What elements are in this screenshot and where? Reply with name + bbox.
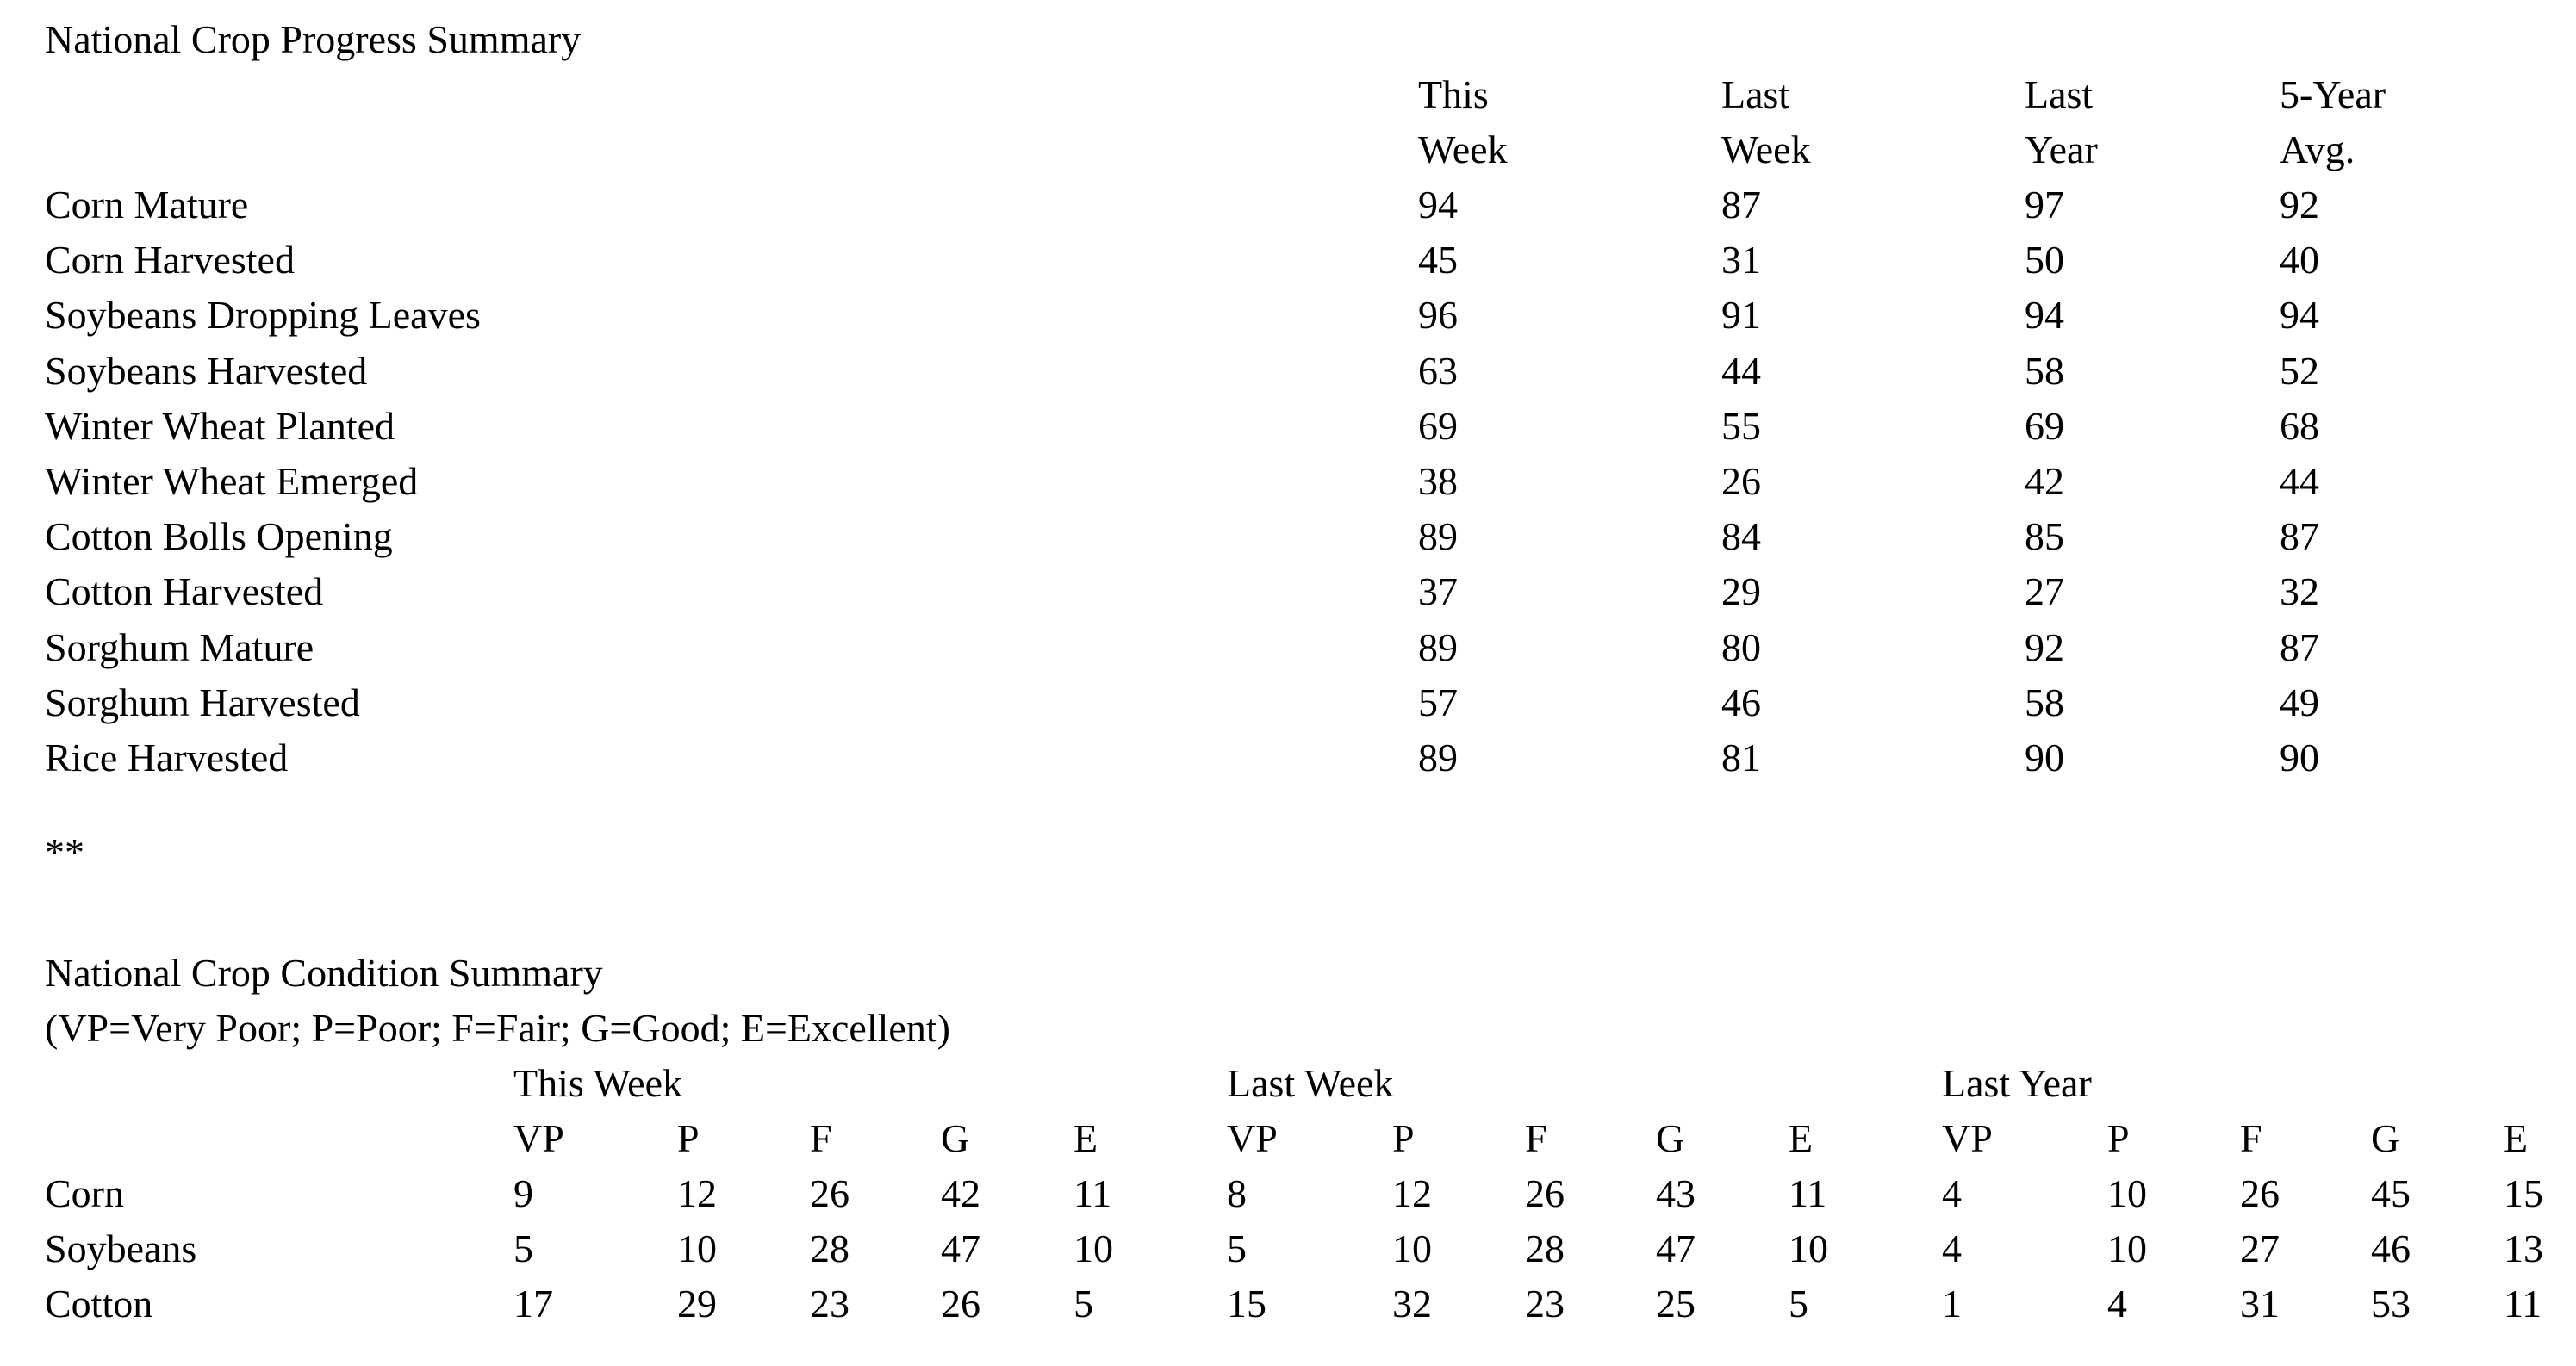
- condition-value-cell: 45: [2371, 1171, 2411, 1215]
- condition-subheader: G: [1656, 1116, 1685, 1160]
- progress-value-cell: 96: [1418, 293, 1458, 337]
- progress-value-cell: 89: [1418, 625, 1458, 669]
- progress-title: National Crop Progress Summary: [45, 17, 582, 61]
- condition-subheader: VP: [1942, 1116, 1993, 1160]
- progress-header-cell: Week: [1418, 127, 1508, 171]
- condition-value-cell: 31: [2240, 1282, 2280, 1326]
- condition-group-header: Last Week: [1227, 1061, 1394, 1105]
- condition-value-cell: 25: [1656, 1282, 1696, 1326]
- progress-value-cell: 92: [2280, 183, 2319, 227]
- progress-header-cell: Avg.: [2280, 127, 2355, 171]
- progress-value-cell: 55: [1721, 404, 1761, 448]
- condition-value-cell: 23: [810, 1282, 849, 1326]
- progress-value-cell: 90: [2025, 736, 2064, 779]
- condition-value-cell: 15: [1227, 1282, 1266, 1326]
- separator: **: [45, 830, 84, 874]
- progress-value-cell: 85: [2025, 514, 2064, 558]
- condition-subheader: E: [2504, 1116, 2529, 1160]
- condition-value-cell: 4: [1942, 1226, 1962, 1270]
- progress-value-cell: 45: [1418, 238, 1458, 282]
- progress-row-label: Cotton Bolls Opening: [45, 514, 393, 558]
- condition-subheader: VP: [1227, 1116, 1278, 1160]
- progress-value-cell: 90: [2280, 736, 2319, 779]
- progress-value-cell: 94: [2280, 293, 2319, 337]
- condition-value-cell: 28: [810, 1226, 849, 1270]
- condition-value-cell: 47: [941, 1226, 980, 1270]
- progress-header-cell: Week: [1721, 127, 1811, 171]
- condition-subheader: F: [1525, 1116, 1547, 1160]
- condition-value-cell: 11: [1789, 1171, 1827, 1215]
- condition-value-cell: 10: [1789, 1226, 1828, 1270]
- condition-value-cell: 12: [1392, 1171, 1432, 1215]
- condition-value-cell: 5: [1073, 1282, 1093, 1326]
- condition-subheader: E: [1789, 1116, 1814, 1160]
- condition-value-cell: 10: [1392, 1226, 1432, 1270]
- progress-row-label: Corn Harvested: [45, 238, 295, 282]
- condition-value-cell: 15: [2504, 1171, 2543, 1215]
- progress-value-cell: 81: [1721, 736, 1761, 779]
- progress-row-label: Soybeans Harvested: [45, 349, 368, 393]
- condition-value-cell: 32: [1392, 1282, 1432, 1326]
- condition-subheader: E: [1073, 1116, 1098, 1160]
- progress-value-cell: 38: [1418, 459, 1458, 503]
- condition-subheader: P: [677, 1116, 700, 1160]
- condition-value-cell: 4: [2107, 1282, 2127, 1326]
- condition-subheader: VP: [513, 1116, 564, 1160]
- condition-value-cell: 29: [677, 1282, 717, 1326]
- progress-row-label: Cotton Harvested: [45, 569, 324, 613]
- progress-value-cell: 57: [1418, 680, 1458, 724]
- condition-value-cell: 10: [677, 1226, 717, 1270]
- progress-value-cell: 42: [2025, 459, 2064, 503]
- condition-value-cell: 8: [1227, 1171, 1247, 1215]
- condition-value-cell: 10: [2107, 1226, 2147, 1270]
- progress-value-cell: 37: [1418, 569, 1458, 613]
- condition-value-cell: 42: [941, 1171, 980, 1215]
- condition-value-cell: 53: [2371, 1282, 2411, 1326]
- progress-value-cell: 69: [1418, 404, 1458, 448]
- condition-title: National Crop Condition Summary: [45, 951, 603, 995]
- progress-header-cell: This: [1418, 72, 1489, 116]
- progress-value-cell: 44: [1721, 349, 1761, 393]
- condition-value-cell: 26: [810, 1171, 849, 1215]
- condition-value-cell: 10: [1073, 1226, 1113, 1270]
- progress-value-cell: 58: [2025, 349, 2064, 393]
- condition-group-header: This Week: [513, 1061, 683, 1105]
- condition-subheader: G: [2371, 1116, 2400, 1160]
- condition-value-cell: 9: [513, 1171, 533, 1215]
- progress-value-cell: 87: [1721, 183, 1761, 227]
- progress-value-cell: 91: [1721, 293, 1761, 337]
- condition-value-cell: 46: [2371, 1226, 2411, 1270]
- progress-header-cell: Year: [2025, 127, 2098, 171]
- progress-value-cell: 46: [1721, 680, 1761, 724]
- condition-value-cell: 13: [2504, 1226, 2543, 1270]
- condition-value-cell: 28: [1525, 1226, 1565, 1270]
- condition-subheader: G: [941, 1116, 970, 1160]
- condition-value-cell: 11: [1073, 1171, 1112, 1215]
- progress-header-cell: Last: [1721, 72, 1790, 116]
- condition-row-label: Cotton: [45, 1282, 153, 1326]
- condition-value-cell: 26: [1525, 1171, 1565, 1215]
- condition-value-cell: 5: [1789, 1282, 1808, 1326]
- progress-row-label: Rice Harvested: [45, 736, 289, 779]
- condition-value-cell: 5: [1227, 1226, 1247, 1270]
- condition-value-cell: 47: [1656, 1226, 1696, 1270]
- condition-row-label: Soybeans: [45, 1226, 197, 1270]
- condition-value-cell: 23: [1525, 1282, 1565, 1326]
- condition-subheader: P: [1392, 1116, 1415, 1160]
- progress-value-cell: 89: [1418, 736, 1458, 779]
- progress-value-cell: 94: [2025, 293, 2064, 337]
- progress-value-cell: 89: [1418, 514, 1458, 558]
- progress-header-cell: Last: [2025, 72, 2094, 116]
- progress-row-label: Winter Wheat Emerged: [45, 459, 419, 503]
- condition-value-cell: 17: [513, 1282, 553, 1326]
- progress-value-cell: 29: [1721, 569, 1761, 613]
- condition-row-label: Corn: [45, 1171, 124, 1215]
- progress-value-cell: 26: [1721, 459, 1761, 503]
- progress-value-cell: 31: [1721, 238, 1761, 282]
- progress-value-cell: 44: [2280, 459, 2319, 503]
- condition-value-cell: 26: [2240, 1171, 2280, 1215]
- condition-subheader: F: [2240, 1116, 2262, 1160]
- condition-subheader: F: [810, 1116, 832, 1160]
- condition-value-cell: 10: [2107, 1171, 2147, 1215]
- progress-value-cell: 32: [2280, 569, 2319, 613]
- condition-value-cell: 43: [1656, 1171, 1696, 1215]
- progress-value-cell: 92: [2025, 625, 2064, 669]
- condition-group-header: Last Year: [1942, 1061, 2092, 1105]
- condition-value-cell: 27: [2240, 1226, 2280, 1270]
- progress-value-cell: 97: [2025, 183, 2064, 227]
- progress-value-cell: 52: [2280, 349, 2319, 393]
- progress-value-cell: 69: [2025, 404, 2064, 448]
- progress-header-cell: 5-Year: [2280, 72, 2386, 116]
- condition-value-cell: 12: [677, 1171, 717, 1215]
- progress-value-cell: 40: [2280, 238, 2319, 282]
- condition-value-cell: 4: [1942, 1171, 1962, 1215]
- progress-row-label: Winter Wheat Planted: [45, 404, 395, 448]
- progress-value-cell: 84: [1721, 514, 1761, 558]
- progress-row-label: Sorghum Mature: [45, 625, 314, 669]
- progress-value-cell: 27: [2025, 569, 2064, 613]
- progress-value-cell: 58: [2025, 680, 2064, 724]
- progress-value-cell: 63: [1418, 349, 1458, 393]
- progress-value-cell: 49: [2280, 680, 2319, 724]
- condition-value-cell: 26: [941, 1282, 980, 1326]
- condition-legend: (VP=Very Poor; P=Poor; F=Fair; G=Good; E=Excellent): [45, 1006, 950, 1050]
- progress-value-cell: 87: [2280, 625, 2319, 669]
- progress-value-cell: 80: [1721, 625, 1761, 669]
- progress-row-label: Sorghum Harvested: [45, 680, 360, 724]
- progress-row-label: Corn Mature: [45, 183, 249, 227]
- progress-value-cell: 94: [1418, 183, 1458, 227]
- progress-value-cell: 50: [2025, 238, 2064, 282]
- progress-row-label: Soybeans Dropping Leaves: [45, 293, 481, 337]
- progress-value-cell: 68: [2280, 404, 2319, 448]
- condition-value-cell: 11: [2504, 1282, 2542, 1326]
- condition-value-cell: 5: [513, 1226, 533, 1270]
- progress-value-cell: 87: [2280, 514, 2319, 558]
- condition-value-cell: 1: [1942, 1282, 1962, 1326]
- condition-subheader: P: [2107, 1116, 2130, 1160]
